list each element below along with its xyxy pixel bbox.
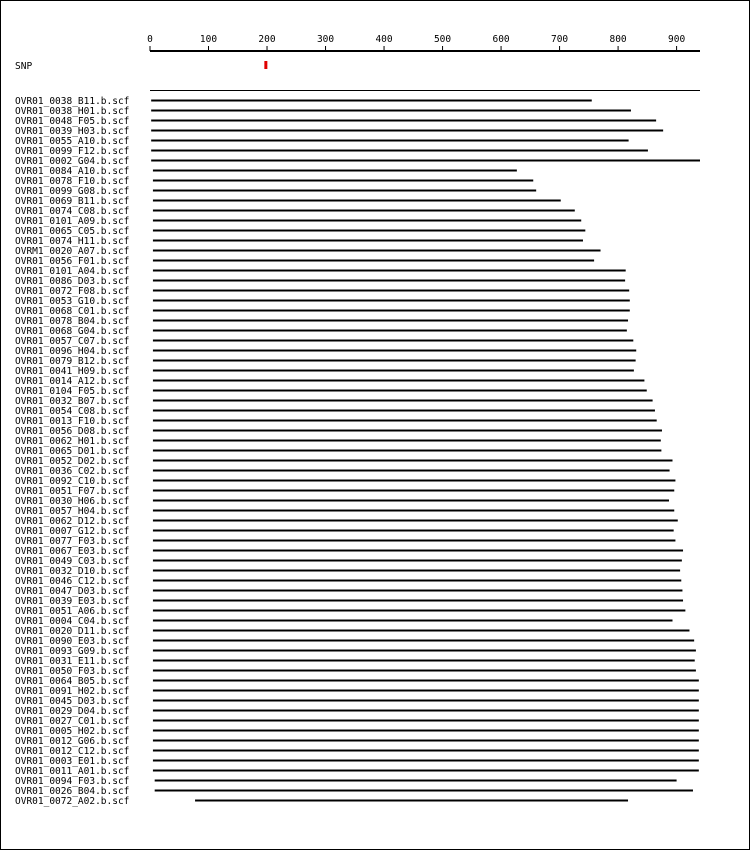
read-name[interactable]: OVR01_0055_A10.b.scf: [15, 136, 130, 147]
read-name[interactable]: OVR01_0094_F03.b.scf: [15, 776, 130, 787]
read-name[interactable]: OVR01_0039_E03.b.scf: [15, 596, 130, 607]
read-name[interactable]: OVR01_0031_E11.b.scf: [15, 656, 130, 667]
read-name[interactable]: OVR01_0067_E03.b.scf: [15, 546, 130, 557]
read-name[interactable]: OVR01_0079_B12.b.scf: [15, 356, 130, 367]
read-name[interactable]: OVR01_0056_F01.b.scf: [15, 256, 130, 267]
read-name[interactable]: OVR01_0002_G04.b.scf: [15, 156, 130, 167]
axis-tick-label: 300: [316, 34, 335, 45]
read-name[interactable]: OVR01_0104_F05.b.scf: [15, 386, 130, 397]
read-name[interactable]: OVR01_0046_C12.b.scf: [15, 576, 130, 587]
read-name[interactable]: OVR01_0065_C05.b.scf: [15, 226, 130, 237]
read-name[interactable]: OVR01_0057_H04.b.scf: [15, 506, 130, 517]
read-name[interactable]: OVR01_0045_D03.b.scf: [15, 696, 130, 707]
read-name[interactable]: OVR01_0032_B07.b.scf: [15, 396, 130, 407]
read-name[interactable]: OVR01_0096_H04.b.scf: [15, 346, 130, 357]
axis-tick-label: 0: [147, 34, 153, 45]
read-name[interactable]: OVR01_0084_A10.b.scf: [15, 166, 130, 177]
read-name[interactable]: OVR01_0052_D02.b.scf: [15, 456, 130, 467]
read-name[interactable]: OVR01_0078_B04.b.scf: [15, 316, 130, 327]
read-name[interactable]: OVR01_0012_G06.b.scf: [15, 736, 130, 747]
read-name[interactable]: OVR01_0062_D12.b.scf: [15, 516, 130, 527]
snp-label: SNP: [15, 61, 33, 72]
read-name[interactable]: OVR01_0090_E03.b.scf: [15, 636, 130, 647]
read-name[interactable]: OVR01_0091_H02.b.scf: [15, 686, 130, 697]
position-axis: [147, 34, 700, 51]
read-name[interactable]: OVR01_0054_C08.b.scf: [15, 406, 130, 417]
axis-tick-label: 700: [550, 34, 569, 45]
read-name[interactable]: OVR01_0050_F03.b.scf: [15, 666, 130, 677]
read-name[interactable]: OVR01_0020_D11.b.scf: [15, 626, 130, 637]
read-name[interactable]: OVR01_0086_D03.b.scf: [15, 276, 130, 287]
read-name[interactable]: OVR01_0014_A12.b.scf: [15, 376, 130, 387]
axis-tick-label: 500: [433, 34, 452, 45]
read-name[interactable]: OVR01_0093_G09.b.scf: [15, 646, 130, 657]
read-name[interactable]: OVR01_0005_H02.b.scf: [15, 726, 130, 737]
read-name[interactable]: OVR01_0099_G08.b.scf: [15, 186, 130, 197]
axis-tick-label: 600: [492, 34, 510, 45]
read-name[interactable]: OVR01_0068_G04.b.scf: [15, 326, 130, 337]
read-name[interactable]: OVR01_0041_H09.b.scf: [15, 366, 130, 377]
read-row[interactable]: [15, 796, 628, 807]
read-name[interactable]: OVR01_0078_F10.b.scf: [15, 176, 130, 187]
read-name[interactable]: OVR01_0029_D04.b.scf: [15, 706, 130, 717]
read-name[interactable]: OVR01_0074_H11.b.scf: [15, 236, 130, 247]
read-name[interactable]: OVR01_0032_D10.b.scf: [15, 566, 130, 577]
axis-tick-label: 100: [199, 34, 218, 45]
read-name[interactable]: OVR01_0069_B11.b.scf: [15, 196, 130, 207]
read-name[interactable]: OVR01_0056_D08.b.scf: [15, 426, 130, 437]
read-name[interactable]: OVR01_0057_C07.b.scf: [15, 336, 130, 347]
axis-tick-label: 400: [375, 34, 393, 45]
read-name[interactable]: OVR01_0074_C08.b.scf: [15, 206, 130, 217]
axis-tick-label: 900: [668, 34, 686, 45]
read-name[interactable]: OVR01_0099_F12.b.scf: [15, 146, 130, 157]
read-name[interactable]: OVR01_0036_C02.b.scf: [15, 466, 130, 477]
read-name[interactable]: OVR01_0065_D01.b.scf: [15, 446, 130, 457]
read-name[interactable]: OVR01_0053_G10.b.scf: [15, 296, 130, 307]
read-name[interactable]: OVR01_0051_F07.b.scf: [15, 486, 130, 497]
read-name[interactable]: OVR01_0068_C01.b.scf: [15, 306, 130, 317]
read-name[interactable]: OVR01_0072_F08.b.scf: [15, 286, 130, 297]
read-name[interactable]: OVR01_0072_A02.b.scf: [15, 796, 130, 807]
read-name[interactable]: OVR01_0092_C10.b.scf: [15, 476, 130, 487]
read-name[interactable]: OVR01_0101_A04.b.scf: [15, 266, 130, 277]
read-name[interactable]: OVR01_0049_C03.b.scf: [15, 556, 130, 567]
read-name[interactable]: OVR01_0012_C12.b.scf: [15, 746, 130, 757]
read-name[interactable]: OVR01_0003_E01.b.scf: [15, 756, 130, 767]
read-name[interactable]: OVR01_0051_A06.b.scf: [15, 606, 130, 617]
read-name[interactable]: OVR01_0011_A01.b.scf: [15, 766, 130, 777]
snp-track: [15, 61, 267, 72]
read-name[interactable]: OVR01_0064_B05.b.scf: [15, 676, 130, 687]
read-name[interactable]: OVR01_0101_A09.b.scf: [15, 216, 130, 227]
axis-tick-label: 200: [258, 34, 276, 45]
snp-marker[interactable]: [264, 61, 267, 69]
read-name[interactable]: OVR01_0062_H01.b.scf: [15, 436, 130, 447]
read-name[interactable]: OVR01_0026_B04.b.scf: [15, 786, 130, 797]
read-name[interactable]: OVR01_0038_B11.b.scf: [15, 96, 130, 107]
read-name[interactable]: OVRM1_0020_A07.b.scf: [15, 246, 130, 257]
read-name[interactable]: OVR01_0004_C04.b.scf: [15, 616, 130, 627]
read-name[interactable]: OVR01_0027_C01.b.scf: [15, 716, 130, 727]
axis-tick-label: 800: [609, 34, 627, 45]
read-name[interactable]: OVR01_0013_F10.b.scf: [15, 416, 130, 427]
read-name[interactable]: OVR01_0047_D03.b.scf: [15, 586, 130, 597]
read-name[interactable]: OVR01_0077_F03.b.scf: [15, 536, 130, 547]
read-name[interactable]: OVR01_0007_G12.b.scf: [15, 526, 130, 537]
read-name[interactable]: OVR01_0038_H01.b.scf: [15, 106, 130, 117]
read-name[interactable]: OVR01_0030_H06.b.scf: [15, 496, 130, 507]
read-name[interactable]: OVR01_0039_H03.b.scf: [15, 126, 130, 137]
read-list: [15, 96, 700, 807]
read-name[interactable]: OVR01_0048_F05.b.scf: [15, 116, 130, 127]
